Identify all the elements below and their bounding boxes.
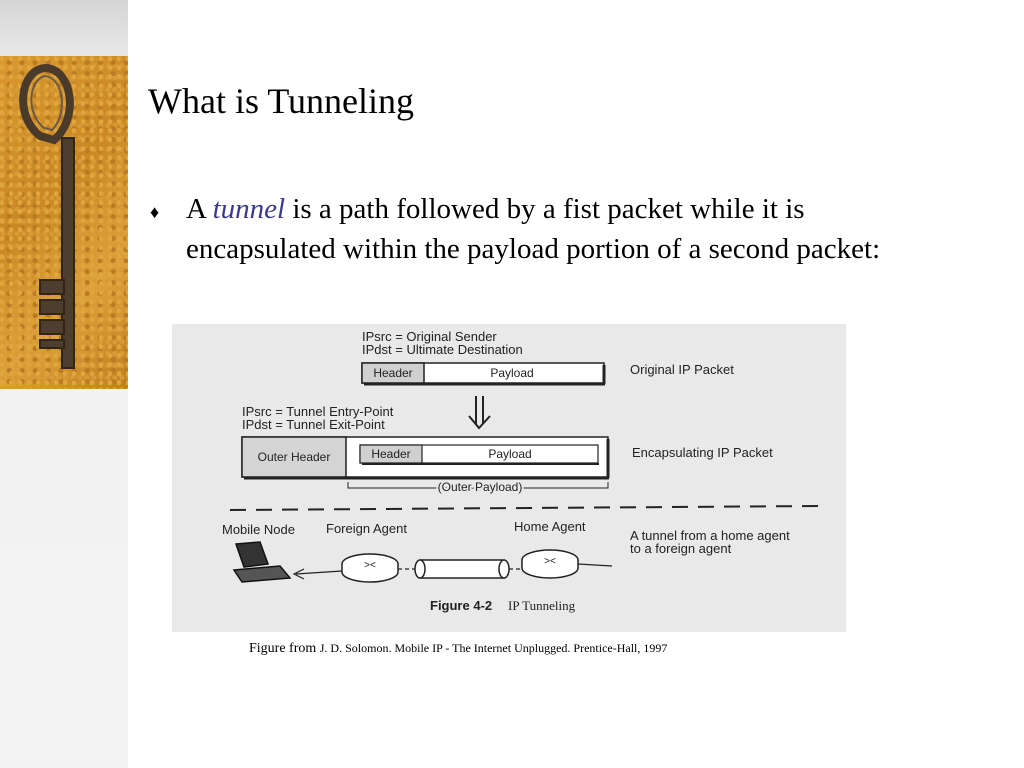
ip-tunneling-diagram [172, 324, 846, 632]
bullet-lead: A [186, 193, 206, 225]
home-agent-router-icon [522, 550, 578, 578]
diamond-bullet-icon: ♦ [150, 202, 160, 222]
encapsulating-packet-label: Encapsulating IP Packet [632, 445, 773, 460]
inner-payload-label: Payload [488, 447, 532, 461]
figure-number-label: Figure 4-2 [430, 598, 493, 613]
ipsrc-tunnel-label: IPsrc = Tunnel Entry-Point [242, 404, 394, 419]
mobile-node-label: Mobile Node [222, 522, 295, 537]
key-drawing [0, 56, 128, 389]
caption-prefix: Figure from [249, 641, 317, 656]
home-agent-label: Home Agent [514, 519, 586, 534]
tunnel-note-line-1: A tunnel from a home agent [630, 528, 790, 543]
ip-tunneling-figure [172, 324, 846, 632]
bullet-text [186, 189, 926, 269]
ipsrc-original-label: IPsrc = Original Sender [362, 329, 497, 344]
original-packet-label: Original IP Packet [630, 362, 734, 377]
outer-payload-label: (Outer Payload) [437, 480, 523, 494]
figure-caption [249, 641, 667, 657]
outer-header-label: Outer Header [257, 450, 331, 464]
caption-citation: J. D. Solomon. Mobile IP - The Internet Unplugged. Prentice-Hall, 1997 [319, 641, 668, 655]
original-payload-label: Payload [490, 366, 534, 380]
foreign-agent-router-icon [342, 554, 398, 582]
bullet-term: tunnel [212, 193, 286, 225]
tunnel-note-line-2: to a foreign agent [630, 541, 732, 556]
original-header-label: Header [373, 366, 413, 380]
tunnel-pipe-icon [415, 560, 509, 578]
figure-title-label: IP Tunneling [508, 598, 576, 613]
ipdst-tunnel-label: IPdst = Tunnel Exit-Point [242, 417, 385, 432]
foreign-agent-label: Foreign Agent [326, 521, 407, 536]
bullet-rest: is a path followed by a fist packet while it is encapsulated within the payload portion of a second packet: [186, 193, 881, 265]
svg-text:><: >< [544, 556, 556, 567]
key-image [0, 56, 128, 389]
svg-text:><: >< [364, 560, 376, 571]
inner-header-label: Header [371, 447, 411, 461]
ipdst-original-label: IPdst = Ultimate Destination [362, 342, 523, 357]
slide-title: What is Tunneling [148, 81, 415, 121]
